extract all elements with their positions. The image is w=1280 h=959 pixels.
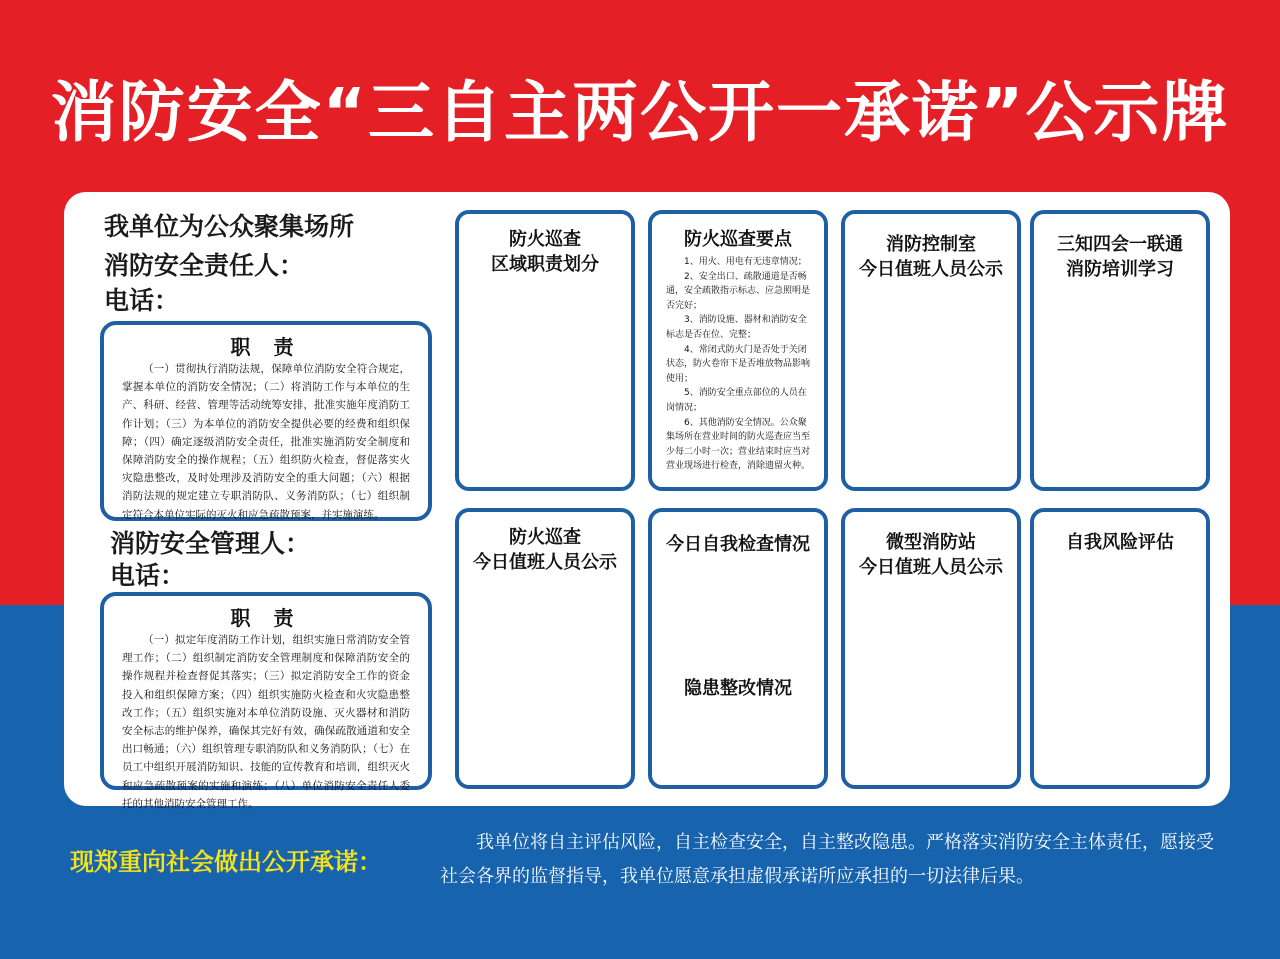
commitment-label: 现郑重向社会做出公开承诺： bbox=[70, 848, 382, 876]
panel-patrol-duty-title2: 今日值班人员公示 bbox=[473, 552, 617, 573]
commitment-text: 我单位将自主评估风险，自主检查安全，自主整改隐患。严格落实消防安全主体责任，愿接受社会各界的监督指导，我单位愿意承担虚假承诺所应承担的一切法律后果。 bbox=[440, 832, 1214, 887]
panel-control-room-title2: 今日值班人员公示 bbox=[859, 259, 1003, 280]
panel-patrol-zones-title1: 防火巡查 bbox=[509, 229, 581, 250]
panel-micro-station-title2: 今日值班人员公示 bbox=[859, 557, 1003, 578]
panel-risk-assessment-title: 自我风险评估 bbox=[1066, 532, 1174, 553]
patrol-point: 1、用火、用电有无违章情况； bbox=[684, 257, 807, 267]
responsible-duty-text: （一）贯彻执行消防法规，保障单位消防安全符合规定，掌握本单位的消防安全情况；（二）将消防工作与本单位的生产、科研、经营、管理等活动统筹安排，批准实施年度消防工作计划；（三）为本单位的消防安全提供必要的经费和组织保障；（四）确定逐级消防安全责任，批准实施消防安全制度和保障消防安全的操作规程；（五）组织防火检查，督促落实火灾隐患整改，及时处理涉及消防安全的重大问题；（六）根据消防法规的规定建立专职消防队、义务消防队；（七）组织制定符合本单位实际的灭火和应急疏散预案，并实施演练。 bbox=[122, 363, 410, 521]
panel-training bbox=[1030, 210, 1210, 491]
panel-risk-assessment bbox=[1030, 508, 1210, 789]
panel-patrol-duty-title1: 防火巡查 bbox=[509, 527, 581, 548]
responsible-line2: 消防安全责任人： bbox=[104, 251, 305, 280]
page-title: 消防安全“三自主两公开一承诺”公示牌 bbox=[50, 74, 1230, 151]
panel-patrol-points bbox=[648, 210, 828, 491]
panel-self-check-title: 今日自我检查情况 bbox=[666, 534, 810, 555]
manager-duty-title: 职 责 bbox=[230, 606, 302, 630]
panel-rectification-title: 隐患整改情况 bbox=[684, 678, 792, 699]
patrol-point: 4、常闭式防火门是否处于关闭状态，防火卷帘下是否堆放物品影响使用； bbox=[666, 344, 811, 384]
panel-micro-station bbox=[841, 508, 1021, 789]
panel-patrol-duty bbox=[455, 508, 635, 789]
panel-micro-station-title1: 微型消防站 bbox=[886, 532, 976, 553]
manager-duty-box bbox=[100, 592, 432, 810]
responsible-phone: 电话： bbox=[104, 286, 180, 315]
patrol-point: 2、安全出口、疏散通道是否畅通，安全疏散指示标志、应急照明是否完好； bbox=[666, 271, 811, 311]
responsible-duty-title: 职 责 bbox=[230, 335, 302, 359]
panel-patrol-zones bbox=[455, 210, 635, 491]
manager-phone: 电话： bbox=[110, 561, 186, 590]
manager-duty-text: （一）拟定年度消防工作计划，组织实施日常消防安全管理工作；（二）组织制定消防安全管理制度和保障消防安全的操作规程并检查督促其落实；（三）拟定消防安全工作的资金投入和组织保障方案；（四）组织实施防火检查和火灾隐患整改工作；（五）组织实施对本单位消防设施、灭火器材和消防安全标志的维护保养，确保其完好有效，确保疏散通道和安全出口畅通；（六）组织管理专职消防队和义务消防队；（七）在员工中组织开展消防知识、技能的宣传教育和培训，组织灭火和应急疏散预案的实施和演练；（八）单位消防安全责任人委托的其他消防安全管理工作。 bbox=[122, 634, 410, 810]
patrol-point: 3、消防设施、器材和消防安全标志是否在位、完整； bbox=[666, 315, 807, 340]
panel-control-room bbox=[841, 210, 1021, 491]
panel-self-check bbox=[648, 508, 828, 789]
panel-patrol-zones-title2: 区域职责划分 bbox=[491, 254, 599, 275]
manager-line1: 消防安全管理人： bbox=[110, 529, 311, 558]
patrol-point: 6、其他消防安全情况。公众聚集场所在营业时间的防火巡查应当至少每二小时一次；营业结束时应当对营业现场进行检查，消除遗留火种。 bbox=[666, 417, 811, 472]
responsible-line1: 我单位为公众聚集场所 bbox=[104, 212, 355, 241]
panel-control-room-title1: 消防控制室 bbox=[886, 234, 976, 255]
patrol-point: 5、消防安全重点部位的人员在岗情况； bbox=[666, 388, 807, 413]
panel-training-title1: 三知四会一联通 bbox=[1057, 234, 1183, 255]
panel-patrol-points-title: 防火巡查要点 bbox=[684, 229, 792, 250]
panel-training-title2: 消防培训学习 bbox=[1066, 259, 1174, 280]
responsible-duty-box bbox=[100, 321, 432, 521]
